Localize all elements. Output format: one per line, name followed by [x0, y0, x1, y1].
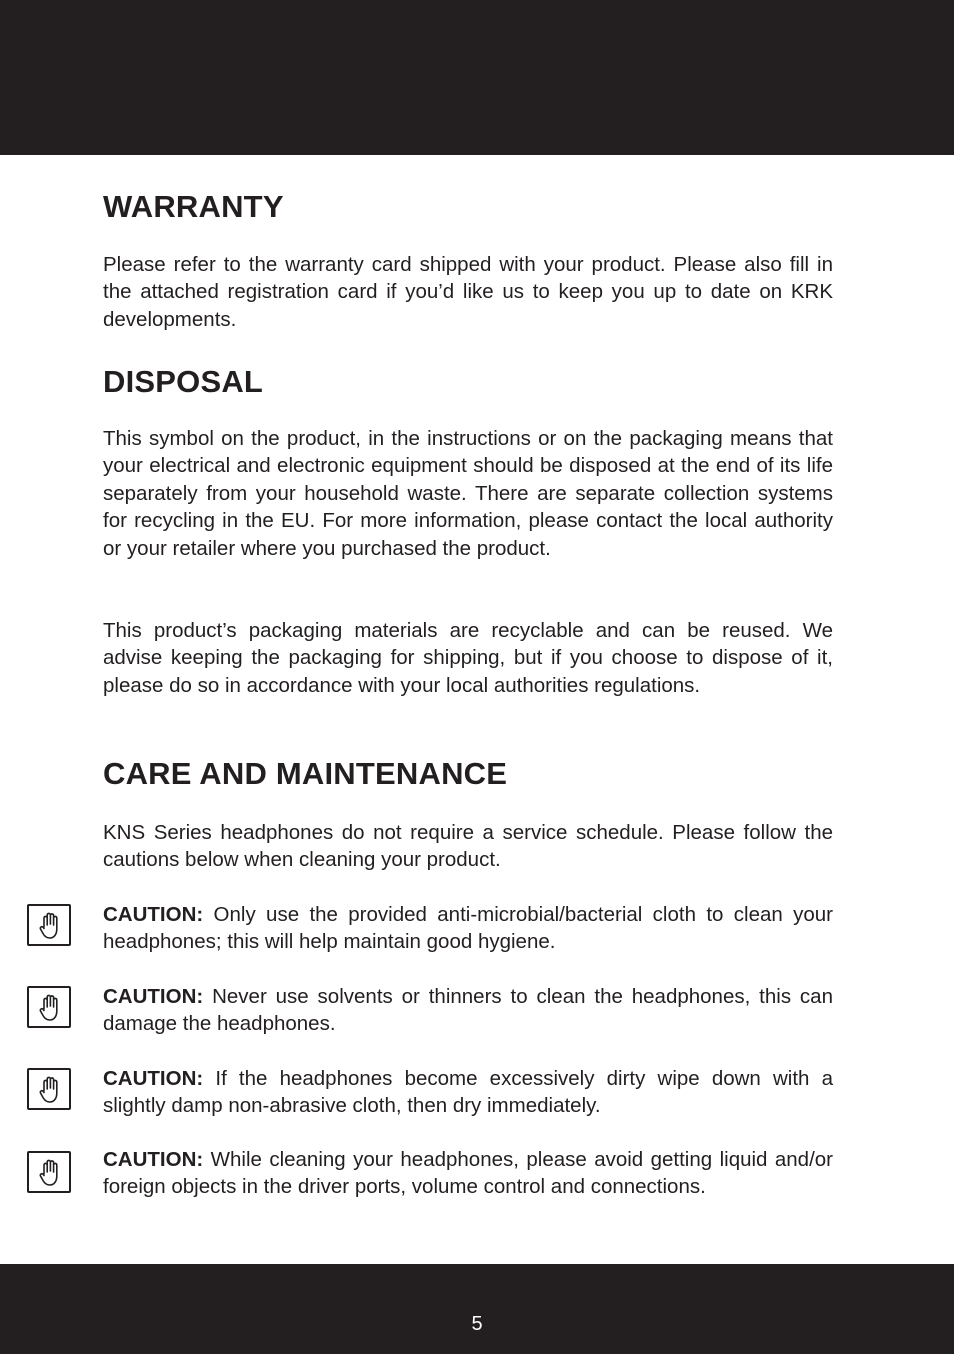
warranty-heading: WARRANTY — [103, 189, 284, 224]
caution-1-text: Only use the provided anti-microbial/bacterial cloth to clean your headphones; this will help maintain good hygiene. — [103, 903, 833, 954]
care-heading: CARE AND MAINTENANCE — [103, 756, 508, 791]
hand-caution-icon — [27, 1068, 71, 1110]
care-intro: KNS Series headphones do not require a service schedule. Please follow the cautions below when cleaning your product. — [103, 821, 833, 872]
warranty-text: Please refer to the warranty card shipped with your product. Please also fill in the attached registration card if you’d like us to keep you up to date on KRK developments. — [103, 253, 833, 331]
caution-3 — [103, 1065, 833, 1120]
caution-4-label: CAUTION: — [103, 1148, 204, 1171]
hand-caution-icon — [27, 904, 71, 946]
caution-1-label: CAUTION: — [103, 903, 204, 926]
disposal-heading: DISPOSAL — [103, 364, 264, 399]
hand-caution-icon — [27, 1151, 71, 1193]
caution-4 — [103, 1146, 833, 1201]
caution-4-text: While cleaning your headphones, please avoid getting liquid and/or foreign objects in the driver ports, volume control and connections. — [103, 1148, 833, 1199]
caution-2-text: Never use solvents or thinners to clean the headphones, this can damage the headphones. — [103, 985, 833, 1036]
caution-3-label: CAUTION: — [103, 1067, 204, 1090]
caution-1 — [103, 901, 833, 956]
hand-caution-icon — [27, 986, 71, 1028]
disposal-paragraph: This symbol on the product, in the instructions or on the packaging means that your electrical and electronic equipment should be disposed at the end of its life separately from your household waste. There are separate collection systems for recycling in the EU. For more information, please contact the local authority or your retailer where you purchased the product. — [103, 427, 833, 560]
footer-band — [0, 1264, 954, 1354]
header-band — [0, 0, 954, 155]
caution-2-label: CAUTION: — [103, 985, 204, 1008]
packaging-paragraph: This product’s packaging materials are recyclable and can be reused. We advise keeping the packaging for shipping, but if you choose to dispose of it, please do so in accordance with your local authorities regulations. — [103, 619, 833, 697]
caution-2 — [103, 983, 833, 1038]
page-number: 5 — [471, 1313, 483, 1335]
caution-3-text: If the headphones become excessively dirty wipe down with a slightly damp non-abrasive cloth, then dry immediately. — [103, 1067, 833, 1118]
